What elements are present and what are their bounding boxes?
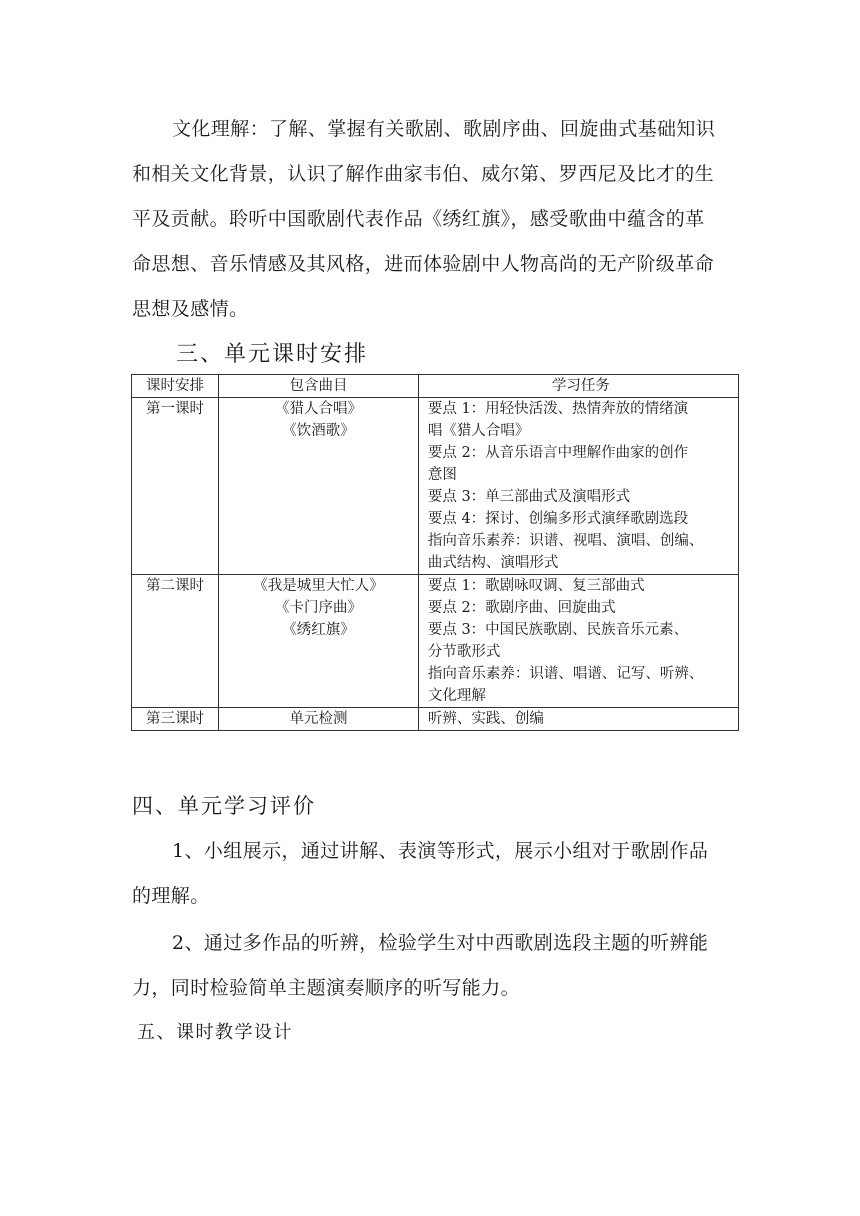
table-header-row — [132, 375, 739, 398]
culture-understanding-paragraph: 文化理解：了解、掌握有关歌剧、歌剧序曲、回旋曲式基础知识 和相关文化背景，认识了解作曲家韦伯、威尔第、罗西尼及比才的生 平及贡献。聆听中国歌剧代表作品《绣红旗》，感受歌曲中蕴含的革 命思想、音乐情感及其风格，进而体验剧中人物高尚的无产阶级革命 思想及感情。 — [132, 118, 716, 320]
table-row — [132, 398, 739, 575]
cell-songs: 单元检测 — [219, 708, 419, 731]
cell-songs: 《猎人合唱》 《饮酒歌》 — [219, 398, 419, 575]
cell-tasks: 要点 1：用轻快活泼、热情奔放的情绪演 唱《猎人合唱》 要点 2：从音乐语言中理解作曲家的创作 意图 要点 3：单三部曲式及演唱形式 要点 4：探讨、创编多形式演绎歌剧选段 指向音乐素养：识谱、视唱、演唱、创编、 曲式结构、演唱形式 — [418, 398, 738, 575]
column-header-songs: 包含曲目 — [219, 375, 419, 398]
section-heading-evaluation: 四、单元学习评价 — [132, 794, 316, 818]
evaluation-item-1: 1、小组展示，通过讲解、表演等形式，展示小组对于歌剧作品 的理解。 — [132, 840, 709, 907]
section-heading-schedule: 三、单元课时安排 — [176, 342, 369, 367]
cell-period: 第一课时 — [132, 398, 219, 575]
column-header-tasks: 学习任务 — [418, 375, 738, 398]
column-header-period: 课时安排 — [132, 375, 219, 398]
cell-tasks: 要点 1：歌剧咏叹调、复三部曲式 要点 2：歌剧序曲、回旋曲式 要点 3：中国民族歌剧、民族音乐元素、 分节歌形式 指向音乐素养：识谱、唱谱、记写、听辨、 文化理解 — [418, 575, 738, 708]
lesson-schedule-table — [131, 374, 739, 731]
evaluation-item-2: 2、通过多作品的听辨，检验学生对中西歌剧选段主题的听辨能 力，同时检验简单主题演奏顺序的听写能力。 — [132, 932, 709, 999]
section-heading-lesson-design: 五、课时教学设计 — [137, 1022, 293, 1043]
cell-tasks: 听辨、实践、创编 — [418, 708, 738, 731]
table-row — [132, 575, 739, 708]
cell-period: 第二课时 — [132, 575, 219, 708]
table-row — [132, 708, 739, 731]
cell-songs: 《我是城里大忙人》 《卡门序曲》 《绣红旗》 — [219, 575, 419, 708]
cell-period: 第三课时 — [132, 708, 219, 731]
